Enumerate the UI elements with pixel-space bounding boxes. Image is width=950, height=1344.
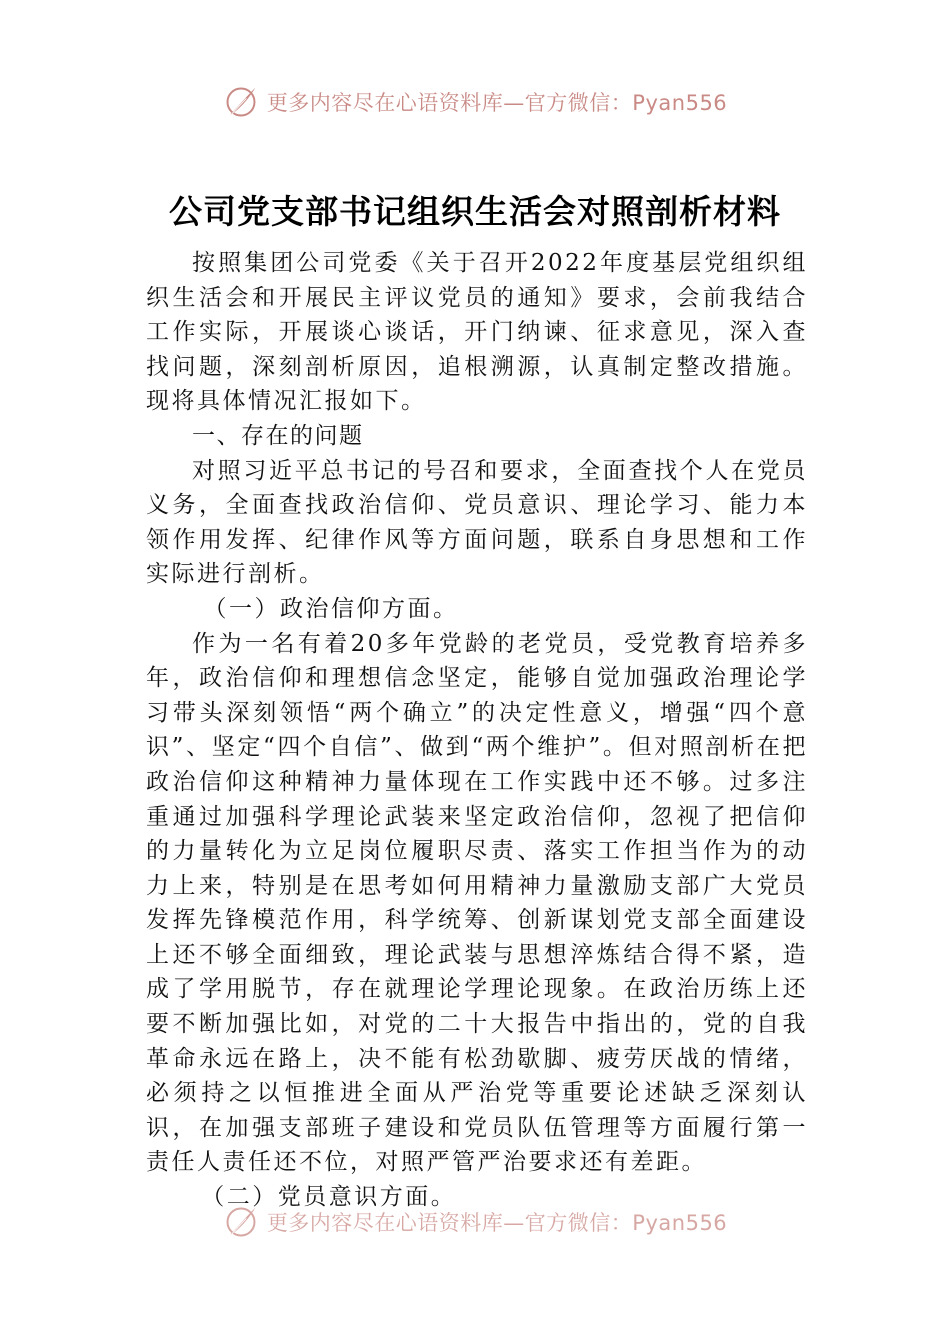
subheading-political-belief: （一）政治信仰方面。 <box>203 595 459 622</box>
quill-pen-logo-icon <box>223 1204 259 1240</box>
watermark-text: 更多内容尽在心语资料库—官方微信：Pyan556 <box>266 1211 728 1235</box>
watermark-header <box>0 82 950 122</box>
document-title: 公司党支部书记组织生活会对照剖析材料 <box>169 192 781 231</box>
quill-pen-logo-icon <box>223 84 259 120</box>
section-paragraph: 对照习近平总书记的号召和要求，全面查找个人在党员义务，全面查找政治信仰、党员意识、理论学习、能力本领作用发挥、纪律作风等方面问题，联系自身思想和工作实际进行剖析。 <box>146 457 808 588</box>
section-heading-problems: 一、存在的问题 <box>192 422 364 449</box>
watermark-footer <box>0 1202 950 1242</box>
subheading-party-awareness: （二）党员意识方面。 <box>201 1184 457 1211</box>
watermark-text: 更多内容尽在心语资料库—官方微信：Pyan556 <box>266 91 728 115</box>
document-body <box>146 246 808 1215</box>
political-belief-paragraph: 作为一名有着20多年党龄的老党员，受党教育培养多年，政治信仰和理想信念坚定，能够自觉加强政治理论学习带头深刻领悟“两个确立”的决定性意义，增强“四个意识”、坚定“四个自信”、做到“两个维护”。但对照剖析在把政治信仰这种精神力量体现在工作实践中还不够。过多注重通过加强科学理论武装来坚定政治信仰，忽视了把信仰的力量转化为立足岗位履职尽责、落实工作担当作为的动力上来，特别是在思考如何用精神力量激励支部广大党员发挥先锋模范作用，科学统筹、创新谋划党支部全面建设上还不够全面细致，理论武装与思想淬炼结合得不紧，造成了学用脱节，存在就理论学理论现象。在政治历练上还要不断加强比如，对党的二十大报告中指出的，党的自我革命永远在路上，决不能有松劲歇脚、疲劳厌战的情绪，必须持之以恒推进全面从严治党等重要论述缺乏深刻认识，在加强支部班子建设和党员队伍管理等方面履行第一责任人责任还不位，对照严管严治要求还有差距。 <box>146 630 808 1176</box>
intro-paragraph: 按照集团公司党委《关于召开2022年度基层党组织组织生活会和开展民主评议党员的通知》要求，会前我结合工作实际，开展谈心谈话，开门纳谏、征求意见，深入查找问题，深刻剖析原因，追根溯源，认真制定整改措施。现将具体情况汇报如下。 <box>146 250 808 415</box>
